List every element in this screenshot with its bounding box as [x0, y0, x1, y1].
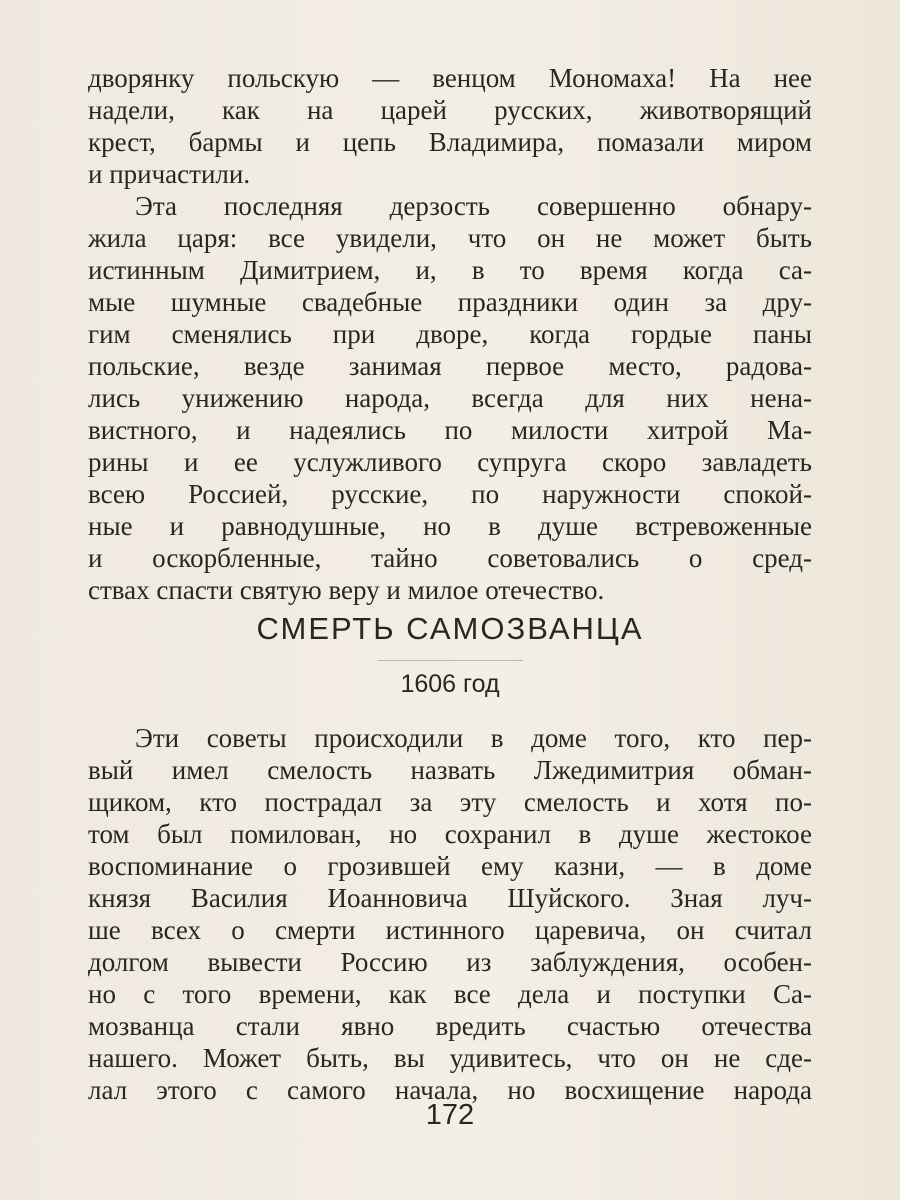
text-line: дворянку польскую — венцом Мономаха! На нее: [88, 63, 812, 93]
text-line: истинным Димитрием, и, в то время когда са-: [88, 255, 812, 285]
text-line: ствах спасти святую веру и милое отечество.: [88, 575, 605, 605]
text-line: но с того времени, как все дела и поступки Са-: [88, 979, 812, 1009]
text-line: гим сменялись при дворе, когда гордые паны: [88, 319, 812, 349]
text-line: крест, бармы и цепь Владимира, помазали миром: [88, 127, 812, 157]
text-line: Эти советы происходили в доме того, кто пер-: [135, 723, 812, 753]
text-line: и причастили.: [88, 159, 251, 189]
text-line: польские, везде занимая первое место, радова-: [88, 351, 812, 381]
text-line: рины и ее услужливого супруга скоро завладеть: [88, 447, 812, 477]
text-line: нашего. Может быть, вы удивитесь, что он не сде-: [88, 1043, 812, 1073]
text-line: ше всех о смерти истинного царевича, он считал: [88, 915, 812, 945]
text-line: щиком, кто пострадал за эту смелость и хотя по-: [88, 787, 812, 817]
text-line: долгом вывести Россию из заблуждения, особен-: [88, 947, 812, 977]
text-line: Эта последняя дерзость совершенно обнару-: [135, 191, 812, 221]
title-divider: [378, 660, 523, 661]
text-line: всею Россией, русские, по наружности спокой-: [88, 479, 812, 509]
text-line: вистного, и надеялись по милости хитрой Ма-: [88, 415, 812, 445]
text-line: том был помилован, но сохранил в душе жестокое: [88, 819, 812, 849]
text-line: ные и равнодушные, но в душе встревоженные: [88, 511, 812, 541]
text-line: князя Василия Иоанновича Шуйского. Зная луч-: [88, 883, 812, 913]
text-line: лись унижению народа, всегда для них нена-: [88, 383, 812, 413]
text-line: вый имел смелость назвать Лжедимитрия обман-: [88, 755, 812, 785]
section-title: СМЕРТЬ САМОЗВАНЦА: [256, 611, 644, 646]
text-line: жила царя: все увидели, что он не может быть: [88, 223, 812, 253]
text-line: мые шумные свадебные праздники один за дру-: [88, 287, 812, 317]
text-line: лал этого с самого начала, но восхищение народа: [88, 1075, 812, 1105]
section-year: 1606 год: [400, 670, 500, 698]
page-number: 172: [425, 1099, 475, 1131]
text-line: надели, как на царей русских, животворящий: [88, 95, 812, 125]
text-line: воспоминание о грозившей ему казни, — в доме: [88, 851, 812, 881]
text-line: мозванца стали явно вредить счастью отечества: [88, 1011, 812, 1041]
text-line: и оскорбленные, тайно советовались о сред-: [88, 543, 812, 573]
